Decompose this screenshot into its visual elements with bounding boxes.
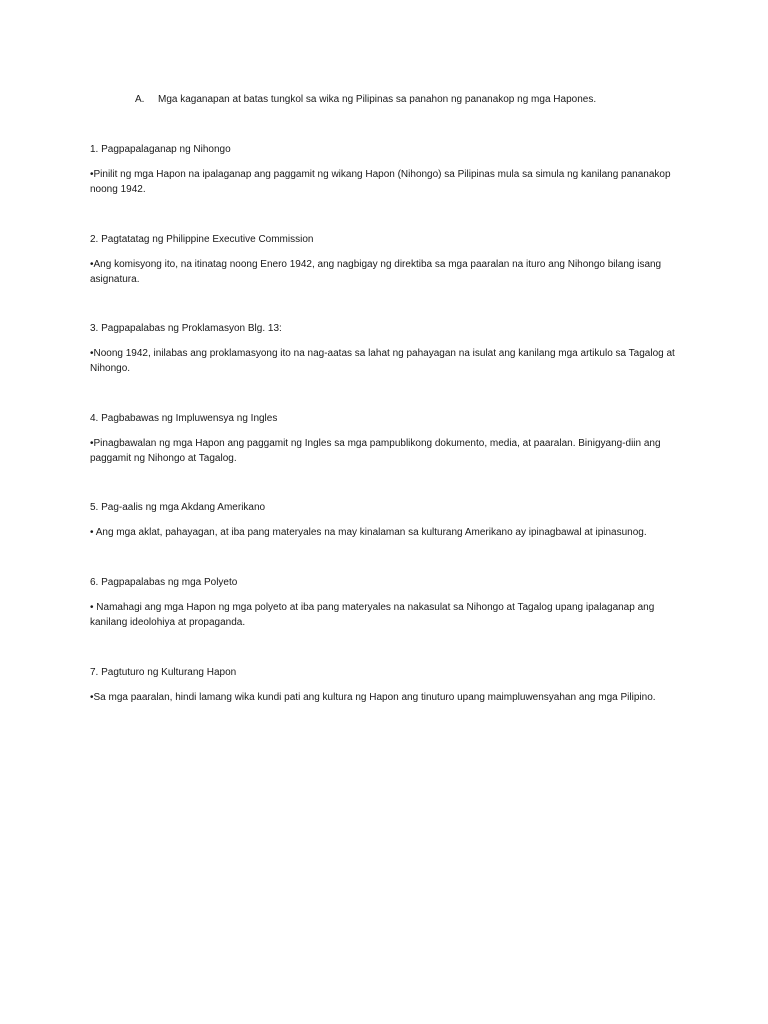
section-item-3 (90, 321, 690, 376)
section-body: •Sa mga paaralan, hindi lamang wika kundi pati ang kultura ng Hapon ang tinuturo upang maimpluwensyahan ang mga Pilipino. (90, 692, 656, 703)
heading-marker: A. (135, 94, 145, 105)
section-item-2 (90, 232, 690, 287)
section-item-4 (90, 411, 690, 466)
section-title: 1. Pagpapalaganap ng Nihongo (90, 144, 231, 155)
section-body: •Ang komisyong ito, na itinatag noong Enero 1942, ang nagbigay ng direktiba sa mga paaralan na ituro ang Nihongo bilang isang asignatura. (90, 259, 662, 285)
section-title: 5. Pag-aalis ng mga Akdang Amerikano (90, 502, 266, 513)
section-heading (135, 93, 596, 107)
section-item-1 (90, 142, 690, 197)
section-body: •Pinagbawalan ng mga Hapon ang paggamit ng Ingles sa mga pampublikong dokumento, media, at paaralan. Binigyang-diin ang paggamit ng Nihongo at Tagalog. (90, 438, 661, 464)
section-title: 6. Pagpapalabas ng mga Polyeto (90, 577, 238, 588)
section-item-6 (90, 575, 690, 630)
section-item-7 (90, 665, 690, 705)
section-title: 7. Pagtuturo ng Kulturang Hapon (90, 667, 237, 678)
section-body: • Ang mga aklat, pahayagan, at iba pang materyales na may kinalaman sa kulturang Amerikano ay ipinagbawal at ipinasunog. (90, 527, 647, 538)
section-title: 4. Pagbabawas ng Impluwensya ng Ingles (90, 413, 278, 424)
section-body: • Namahagi ang mga Hapon ng mga polyeto at iba pang materyales na nakasulat sa Nihongo at Tagalog upang ipalaganap ang kanilang ideolohiya at propaganda. (90, 602, 655, 628)
section-body: •Noong 1942, inilabas ang proklamasyong ito na nag-aatas sa lahat ng pahayagan na isulat ang kanilang mga artikulo sa Tagalog at Nihongo. (90, 348, 675, 374)
section-title: 3. Pagpapalabas ng Proklamasyon Blg. 13: (90, 323, 282, 334)
heading-text: Mga kaganapan at batas tungkol sa wika ng Pilipinas sa panahon ng pananakop ng mga Hapones. (158, 94, 597, 105)
section-item-5 (90, 500, 690, 540)
section-title: 2. Pagtatatag ng Philippine Executive Commission (90, 234, 314, 245)
section-body: •Pinilit ng mga Hapon na ipalaganap ang paggamit ng wikang Hapon (Nihongo) sa Pilipinas mula sa simula ng kanilang pananakop noong 1942. (90, 169, 671, 195)
